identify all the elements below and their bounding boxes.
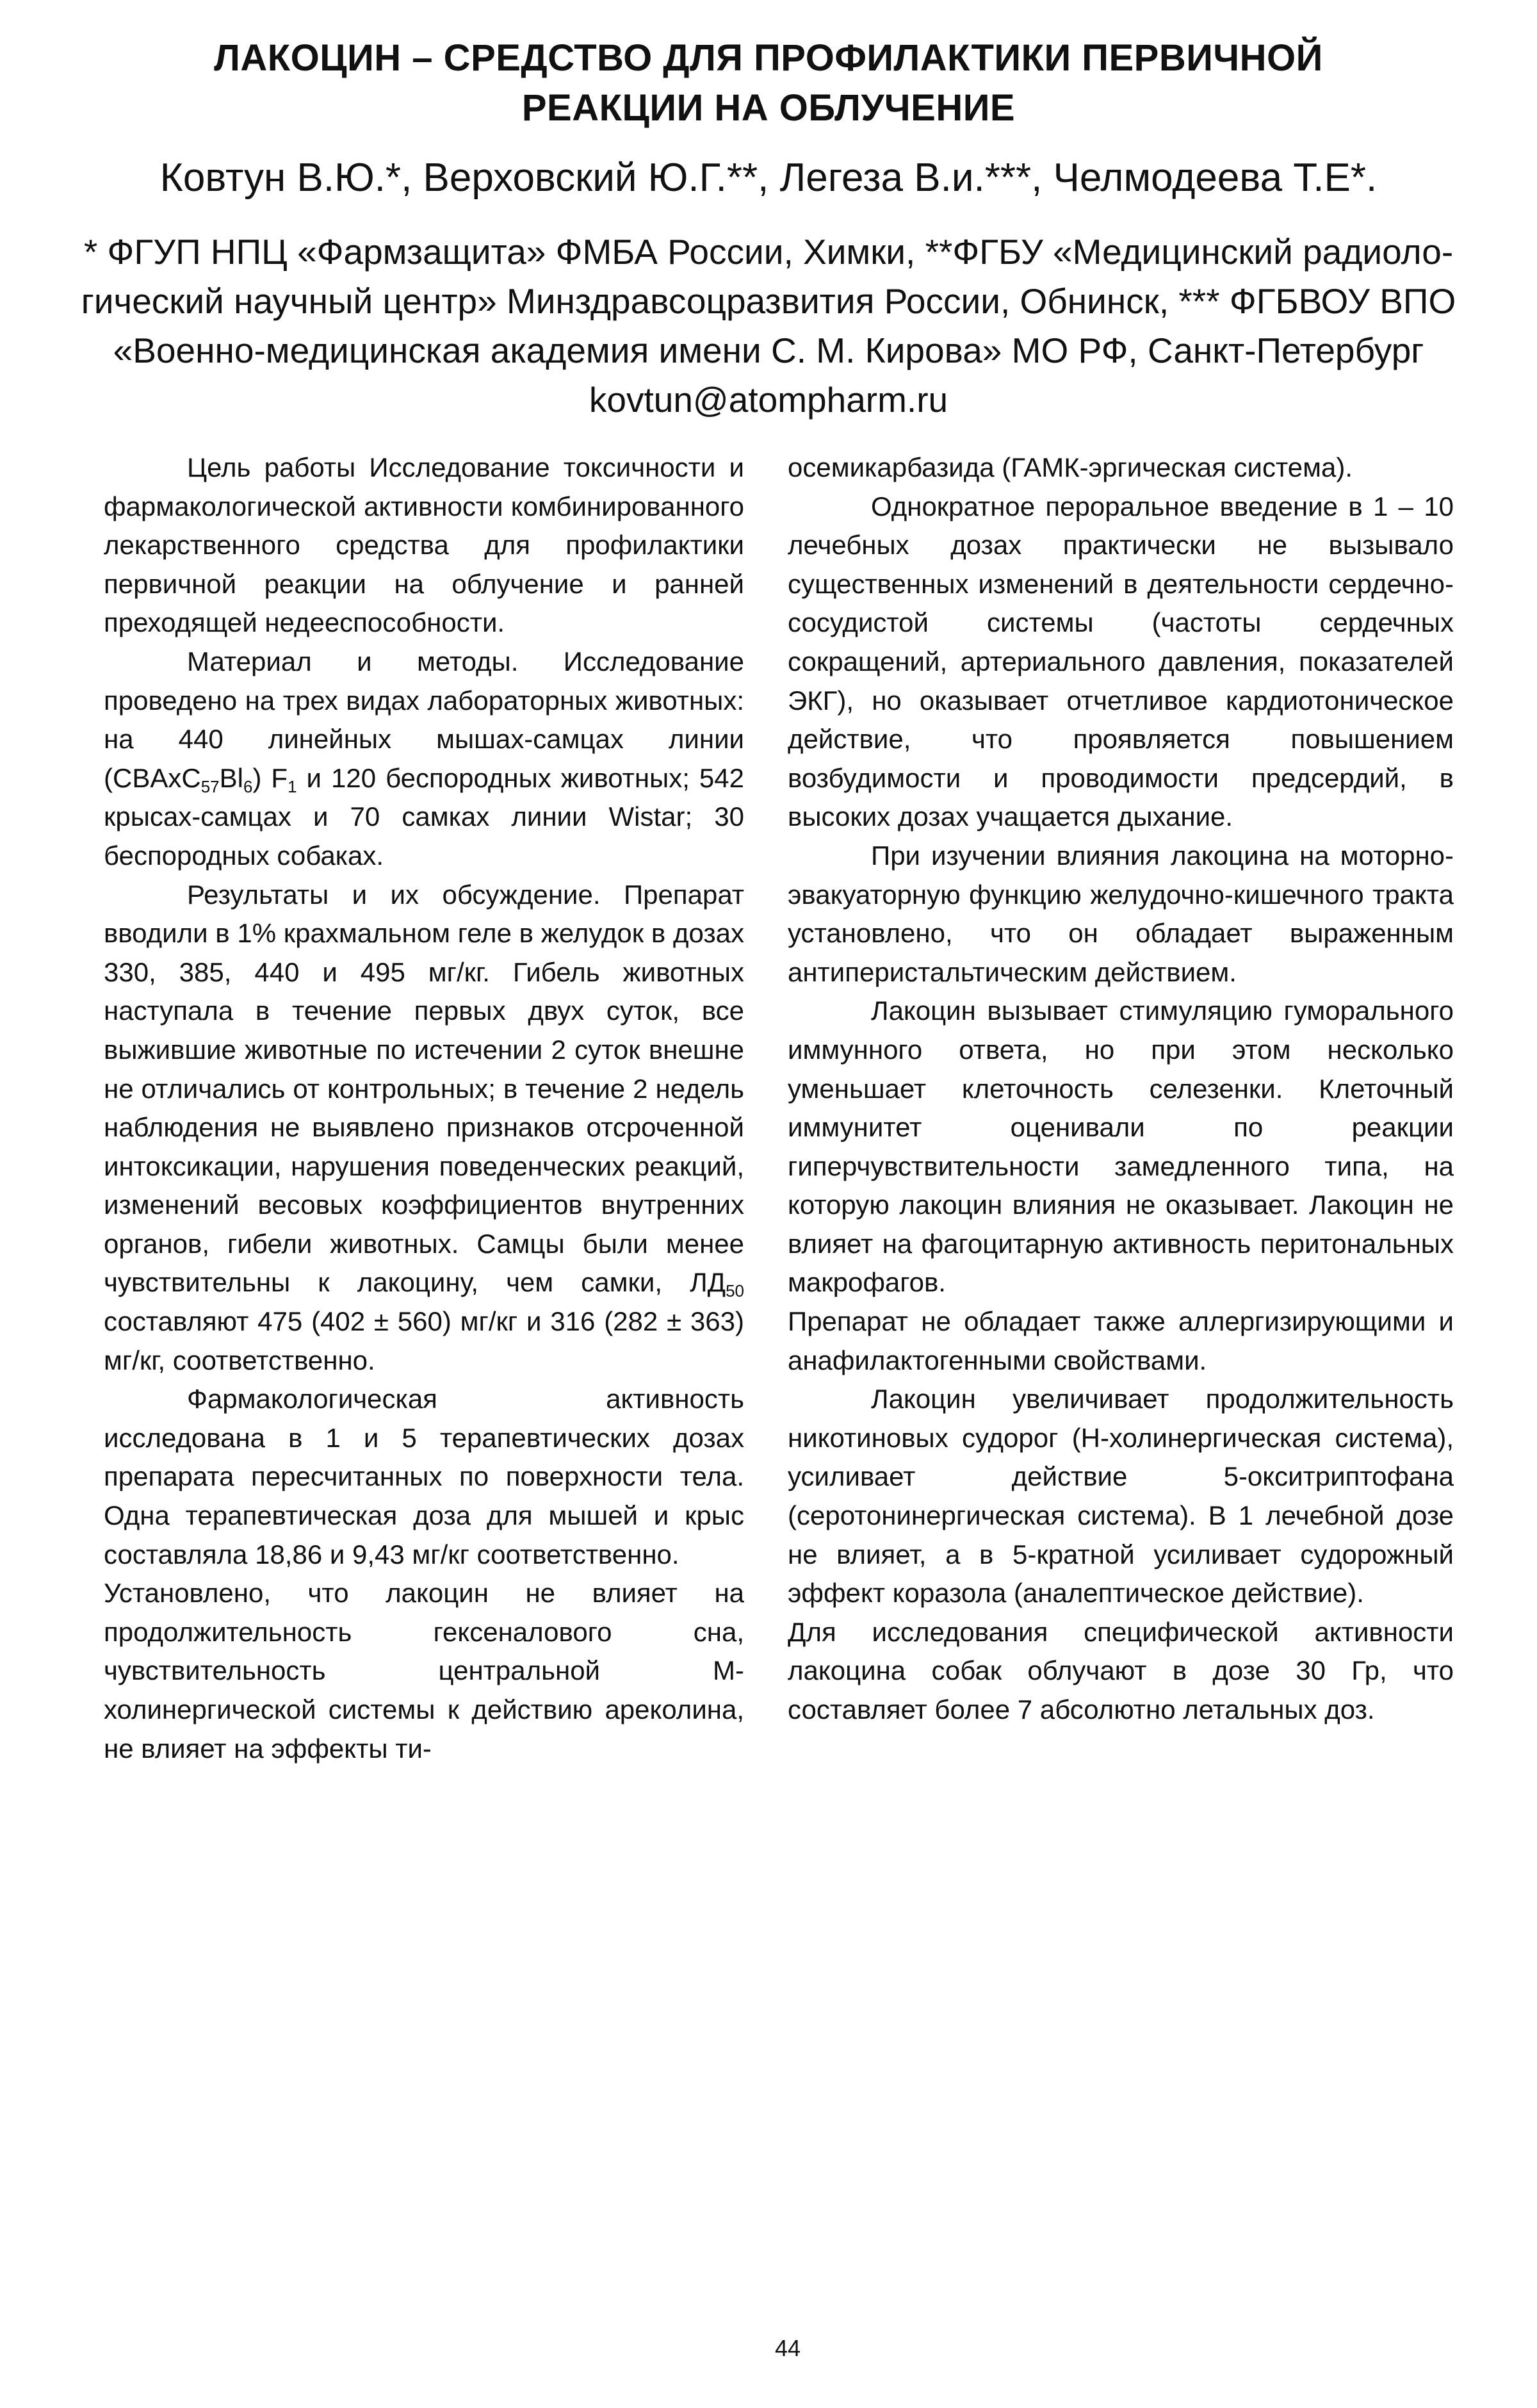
paragraph-allergy: Препарат не обладает также аллергизирующими и анафилактогенными свойствами. <box>788 1306 1454 1375</box>
paragraph-neuro: Лакоцин увеличивает продолжительность никотиновых судорог (Н-холинергическая система), усиливает действие 5-окситриптофана (серотонинергическая система). В 1 лечебной дозе не влияет, а в 5-кратной усиливает судорожный эффект коразола (аналептическое действие). <box>788 1384 1454 1609</box>
paragraph-cardio: Однократное пероральное введение в 1 – 10 лечебных дозах практически не вызывало существенных изменений в деятельности сердечно-сосудистой системы (частоты сердечных сокращений, артериального давления, показателей ЭКГ), но оказывает отчетливое кардиотоническое действие, что проявляется повышением возбудимости и проводимости предсердий, в высоких дозах учащается дыхание. <box>788 491 1454 832</box>
paragraph-gastro: При изучении влияния лакоцина на моторно-эвакуаторную функцию желудочно-кишечного тракта установлено, что он обладает выраженным антиперистальтическим действием. <box>788 840 1454 987</box>
title-line-2: РЕАКЦИИ НА ОБЛУЧЕНИЕ <box>521 87 1016 129</box>
affiliation-line-3: «Военно-медицинская академия имени С. М. Кирова» МО РФ, Санкт-Петербург <box>113 331 1424 370</box>
title-line-1: ЛАКОЦИН – СРЕДСТВО ДЛЯ ПРОФИЛАКТИКИ ПЕРВИЧНОЙ <box>214 37 1323 79</box>
page-number: 44 <box>774 2335 801 2361</box>
right-column <box>788 448 1454 1730</box>
authors-line: Ковтун В.Ю.*, Верховский Ю.Г.**, Легеза В.и.***, Челмодеева Т.Е*. <box>159 156 1378 200</box>
affiliation-line-2: гический научный центр» Минздравсоцразвития России, Обнинск, *** ФГБВОУ ВПО <box>81 281 1456 321</box>
article-title <box>102 33 1435 133</box>
paragraph-results: Результаты и их обсуждение. Препарат вводили в 1% крахмальном геле в желудок в дозах 330, 385, 440 и 495 мг/кг. Гибель животных наступала в течение первых двух суток, все выжившие животные по истечении 2 суток внешне не отличались от контрольных; в течение 2 недель наблюдения не выявлено признаков отсроченной интоксикации, нарушения поведенческих реакций, изменений весовых коэффициентов внутренних органов, гибели животных. Самцы были менее чувствительны к лакоцину, чем самки, $ЛД_{50}$ составляют 475 (402 ± 560) мг/кг и 316 (282 ± 363) мг/кг, соответственно. <box>104 879 744 1375</box>
paragraph-methods: Материал и методы. Исследование проведено на трех видах лабораторных животных: на 440 линейных мышах-самцах линии $(CBAxC_{57}Bl_6)$ $F_1$ и 120 беспородных животных; 542 крысах-самцах и 70 самках линии Wistar; 30 беспородных собаках. <box>104 646 744 871</box>
left-column <box>104 448 744 1768</box>
paragraph-findings: Установлено, что лакоцин не влияет на продолжительность гексеналового сна, чувствительность центральной М-холинергической системы к действию ареколина, не влияет на эффекты ти- <box>104 1578 744 1764</box>
paragraph-radiation: Для исследования специфической активности лакоцина собак облучают в дозе 30 Гр, что составляет более 7 абсолютно летальных доз. <box>788 1616 1454 1724</box>
paragraph-continuation: осемикарбазида (ГАМК-эргическая система). <box>788 452 1353 482</box>
paragraph-aim: Цель работы Исследование токсичности и фармакологической активности комбинированного лекарственного средства для профилактики первичной реакции на облучение и ранней преходящей недееспособности. <box>104 452 744 638</box>
affiliation-line-1: * ФГУП НПЦ «Фармзащита» ФМБА России, Химки, **ФГБУ «Медицинский радиоло- <box>83 232 1454 272</box>
paragraph-pharmacology: Фармакологическая активность исследована в 1 и 5 терапевтических дозах препарата пересчитанных по поверхности тела. Одна терапевтическая доза для мышей и крыс составляла 18,86 и 9,43 мг/кг соответственно. <box>104 1384 744 1569</box>
affiliations <box>51 227 1486 425</box>
paragraph-immune: Лакоцин вызывает стимуляцию гуморального иммунного ответа, но при этом несколько уменьшает клеточность селезенки. Клеточный иммунитет оценивали по реакции гиперчувствительности замедленного типа, на которую лакоцин влияния не оказывает. Лакоцин не влияет на фагоцитарную активность перитональных макрофагов. <box>788 995 1454 1298</box>
contact-email: kovtun@atompharm.ru <box>589 380 948 420</box>
